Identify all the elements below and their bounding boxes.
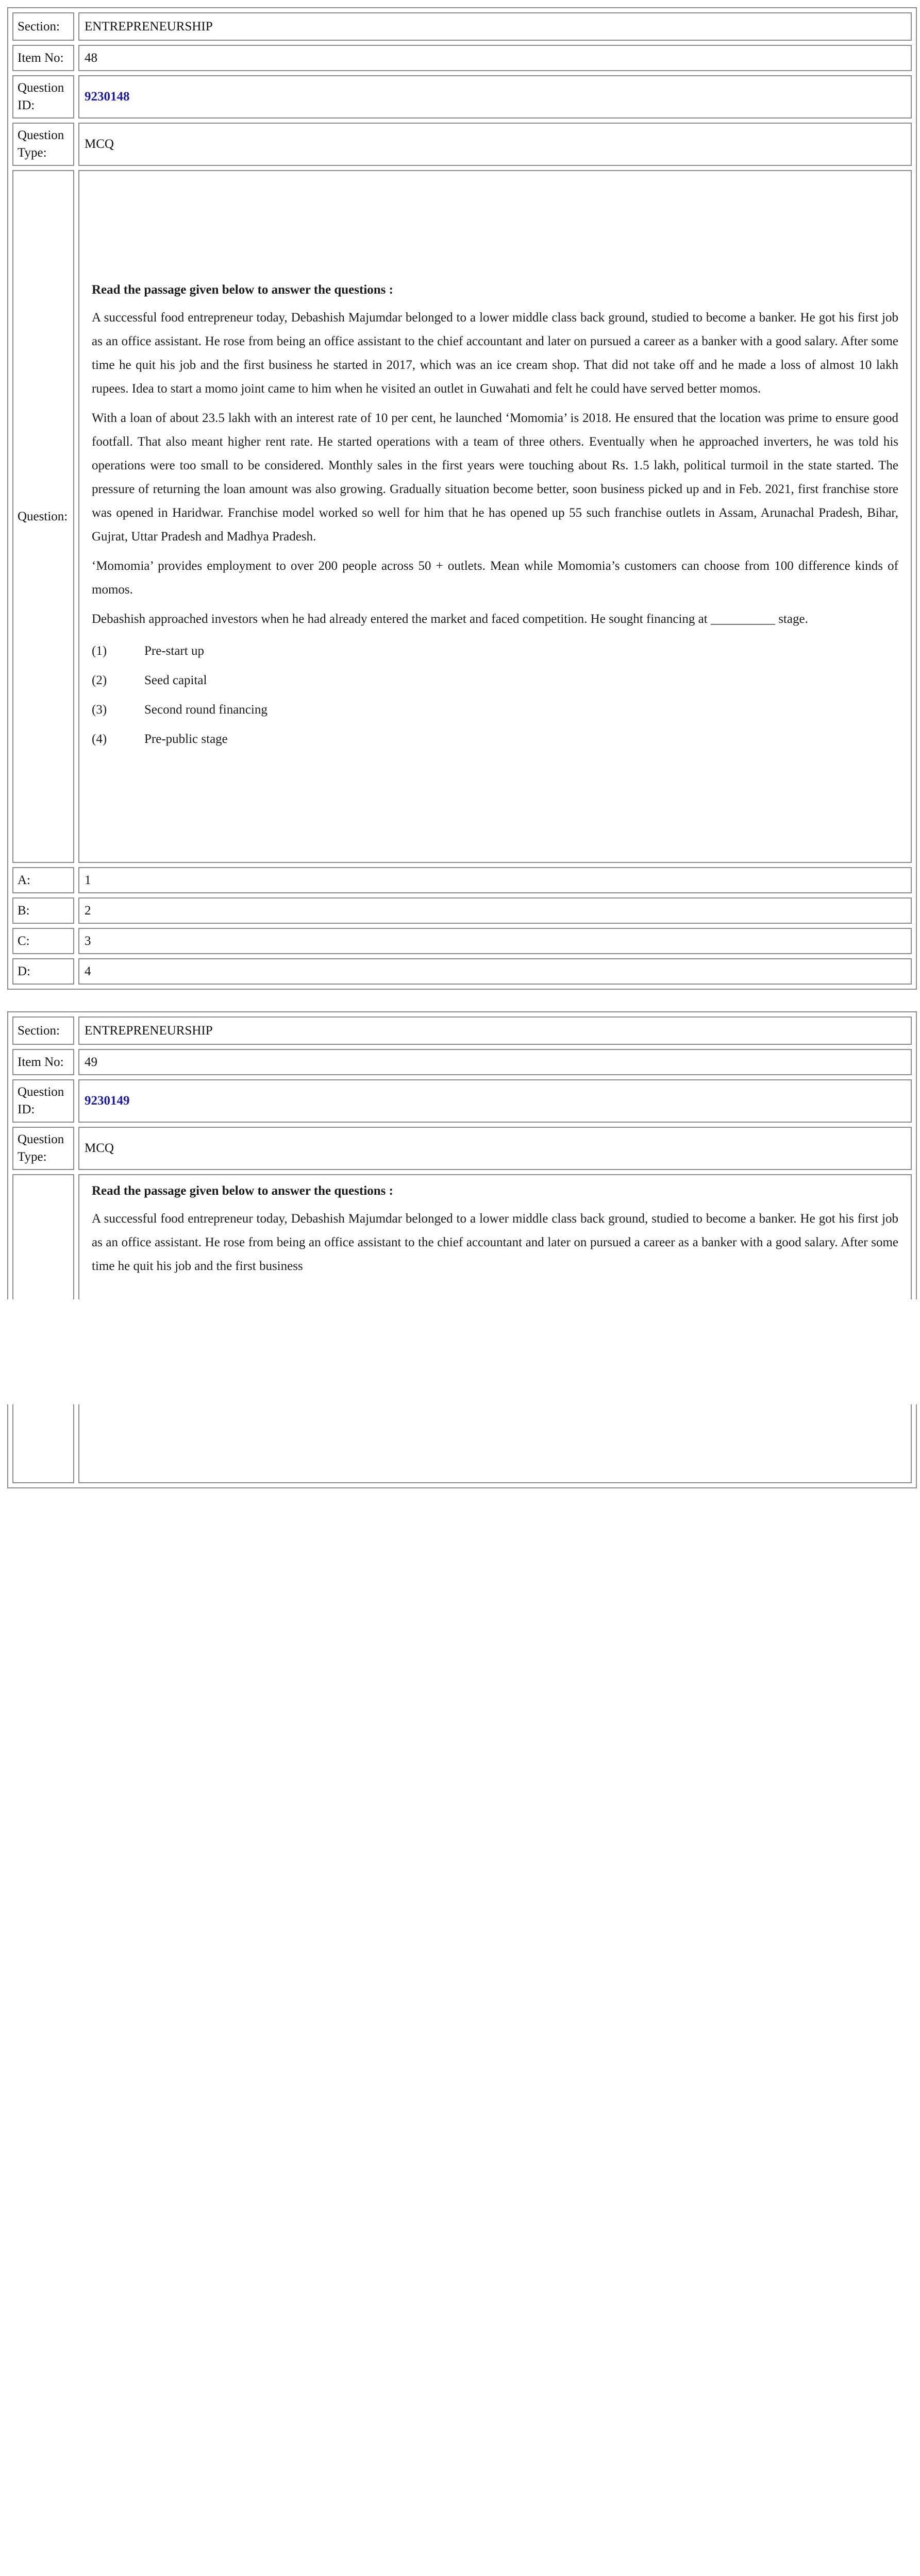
option-text: Second round financing (144, 703, 267, 717)
passage-heading: Read the passage given below to answer the questions : (92, 1184, 393, 1198)
question-id-label: Question ID: (12, 1079, 74, 1123)
section-value: ENTREPRENEURSHIP (78, 12, 912, 41)
passage-paragraph-3: ‘Momomia’ provides employment to over 200 people across 50 + outlets. Mean while Momomia’s customers can choose from 100 difference kinds of momos. (92, 558, 898, 597)
option-text: Seed capital (144, 673, 207, 687)
option-3 (92, 696, 898, 725)
question-passage (78, 170, 912, 863)
answer-b-label: B: (12, 897, 74, 924)
option-2 (92, 666, 898, 696)
question-id-value: 9230148 (78, 75, 912, 118)
answer-c-value: 3 (78, 928, 912, 954)
item-no-label: Item No: (12, 45, 74, 71)
page-footer (0, 1299, 920, 1404)
option-number: (1) (92, 644, 107, 658)
question-id-value: 9230149 (78, 1079, 912, 1123)
item-no-value: 48 (78, 45, 912, 71)
item-no-value: 49 (78, 1049, 912, 1075)
answer-b-value: 2 (78, 897, 912, 924)
passage-heading: Read the passage given below to answer the questions : (92, 282, 393, 297)
question-type-label: Question Type: (12, 1127, 74, 1170)
question-type-value: MCQ (78, 123, 912, 166)
option-number: (4) (92, 732, 107, 746)
option-number: (3) (92, 703, 107, 717)
question-label: Question: (12, 170, 74, 863)
section-label: Section: (12, 1016, 74, 1045)
section-label: Section: (12, 12, 74, 41)
passage-paragraph-1: A successful food entrepreneur today, Debashish Majumdar belonged to a lower middle class back ground, studied to become a banker. He got his first job as an office assistant. He rose from being an office assistant to the chief accountant and later on pursued a career as a banker with a good salary. After some time he quit his job and the first business (92, 1212, 898, 1273)
question-type-label: Question Type: (12, 123, 74, 166)
option-1 (92, 637, 898, 666)
question-id-label: Question ID: (12, 75, 74, 118)
option-number: (2) (92, 673, 107, 687)
question-49-table (7, 1011, 917, 1488)
item-no-label: Item No: (12, 1049, 74, 1075)
question-type-value: MCQ (78, 1127, 912, 1170)
answer-a-value: 1 (78, 867, 912, 893)
passage-paragraph-2: With a loan of about 23.5 lakh with an interest rate of 10 per cent, he launched ‘Momomia’ is 2018. He ensured that the location was prime to ensure good footfall. That also meant higher rent rate. He started operations with a team of three others. Eventually when he approached inverters, he was told his operations were too small to be considered. Monthly sales in the first years were touching about Rs. 1.5 lakh, political turmoil in the state started. The pressure of returning the loan amount was also growing. Gradually situation become better, soon business picked up and in Feb. 2021, first franchise store was opened in Haridwar. Franchise model worked so well for him that he has opened up 55 such franchise outlets in Assam, Arunachal Pradesh, Bihar, Gujrat, Uttar Pradesh and Madhya Pradesh. (92, 411, 898, 544)
answer-d-value: 4 (78, 958, 912, 985)
answer-d-label: D: (12, 958, 74, 985)
question-48-table (7, 7, 917, 990)
option-4 (92, 725, 898, 754)
answer-a-label: A: (12, 867, 74, 893)
passage-paragraph-1: A successful food entrepreneur today, Debashish Majumdar belonged to a lower middle class back ground, studied to become a banker. He got his first job as an office assistant. He rose from being an office assistant to the chief accountant and later on pursued a career as a banker with a good salary. After some time he quit his job and the first business he started in 2017, which was an ice cream shop. That did not take off and he made a loss of almost 10 lakh rupees. Idea to start a momo joint came to him when he visited an outlet in Guwahati and felt he could have served better momos. (92, 310, 898, 396)
answer-c-label: C: (12, 928, 74, 954)
option-text: Pre-public stage (144, 732, 228, 746)
section-value: ENTREPRENEURSHIP (78, 1016, 912, 1045)
option-text: Pre-start up (144, 644, 204, 658)
question-stem: Debashish approached investors when he had already entered the market and faced competition. He sought financing at __________ stage. (92, 612, 808, 626)
